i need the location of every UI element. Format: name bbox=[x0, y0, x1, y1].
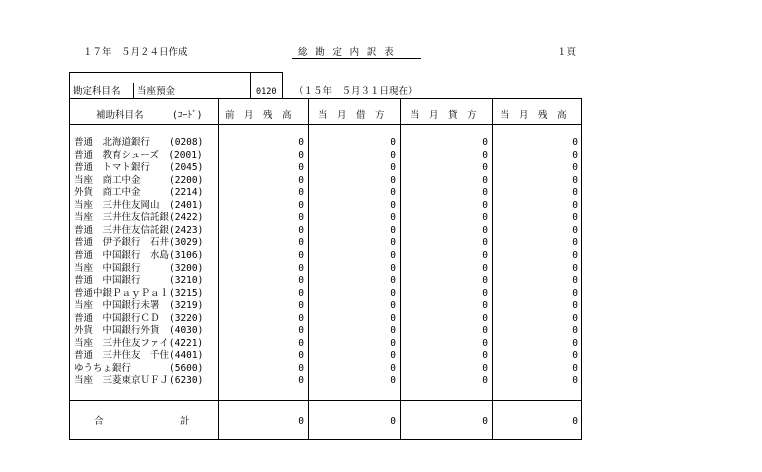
row-prev-value: 0 bbox=[298, 338, 304, 349]
row-prev-value: 0 bbox=[298, 237, 304, 248]
row-credit-value: 0 bbox=[482, 137, 488, 148]
col-divider-2 bbox=[308, 98, 309, 440]
row-label: 当座 中国銀行 (3200) bbox=[74, 263, 204, 274]
row-debit-value: 0 bbox=[390, 350, 396, 361]
row-balance-value: 0 bbox=[572, 275, 578, 286]
row-prev-value: 0 bbox=[298, 288, 304, 299]
row-label: 普通 北海道銀行 (0208) bbox=[74, 137, 204, 148]
row-credit-value: 0 bbox=[482, 162, 488, 173]
row-debit-value: 0 bbox=[390, 288, 396, 299]
total-label-left: 合 bbox=[94, 416, 104, 427]
row-label: 外貨 商工中金 (2214) bbox=[74, 187, 204, 198]
page-number: １頁 bbox=[557, 47, 577, 58]
row-debit-value: 0 bbox=[390, 162, 396, 173]
row-prev-value: 0 bbox=[298, 375, 304, 386]
row-credit-value: 0 bbox=[482, 363, 488, 374]
row-balance-value: 0 bbox=[572, 375, 578, 386]
row-label: 当座 三井住友ファイ(4221) bbox=[74, 338, 204, 349]
row-label: ゆうちょ銀行 (5600) bbox=[74, 363, 204, 374]
row-balance-value: 0 bbox=[572, 162, 578, 173]
row-balance-value: 0 bbox=[572, 200, 578, 211]
row-credit-value: 0 bbox=[482, 225, 488, 236]
row-debit-value: 0 bbox=[390, 338, 396, 349]
row-debit-value: 0 bbox=[390, 225, 396, 236]
row-prev-value: 0 bbox=[298, 250, 304, 261]
row-label: 普通 教育シューズ (2001) bbox=[74, 150, 203, 161]
row-debit-value: 0 bbox=[390, 150, 396, 161]
row-label: 当座 中国銀行未署 (3219) bbox=[74, 300, 204, 311]
col-header-balance: 当 月 残 高 bbox=[500, 110, 567, 121]
row-prev-value: 0 bbox=[298, 325, 304, 336]
row-label: 当座 三井住友岡山 (2401) bbox=[74, 200, 204, 211]
row-debit-value: 0 bbox=[390, 263, 396, 274]
row-balance-value: 0 bbox=[572, 212, 578, 223]
row-balance-value: 0 bbox=[572, 300, 578, 311]
row-balance-value: 0 bbox=[572, 263, 578, 274]
row-prev-value: 0 bbox=[298, 175, 304, 186]
col-divider-3 bbox=[400, 98, 401, 440]
row-credit-value: 0 bbox=[482, 175, 488, 186]
row-balance-value: 0 bbox=[572, 313, 578, 324]
row-label: 普通 三井住友 千住(4401) bbox=[74, 350, 204, 361]
row-credit-value: 0 bbox=[482, 375, 488, 386]
row-prev-value: 0 bbox=[298, 162, 304, 173]
row-debit-value: 0 bbox=[390, 175, 396, 186]
row-credit-value: 0 bbox=[482, 250, 488, 261]
row-balance-value: 0 bbox=[572, 187, 578, 198]
row-credit-value: 0 bbox=[482, 275, 488, 286]
row-credit-value: 0 bbox=[482, 150, 488, 161]
account-code: 0120 bbox=[256, 87, 277, 97]
row-prev-value: 0 bbox=[298, 212, 304, 223]
col-header-credit: 当 月 貸 方 bbox=[410, 110, 477, 121]
row-label: 普通 中国銀行 (3210) bbox=[74, 275, 204, 286]
row-debit-value: 0 bbox=[390, 275, 396, 286]
row-debit-value: 0 bbox=[390, 300, 396, 311]
row-label: 普通中銀ＰａｙＰａｌ(3215) bbox=[74, 288, 204, 299]
account-label: 勘定科目名 bbox=[73, 86, 121, 97]
col-header-debit: 当 月 借 方 bbox=[318, 110, 385, 121]
row-balance-value: 0 bbox=[572, 363, 578, 374]
row-credit-value: 0 bbox=[482, 300, 488, 311]
row-prev-value: 0 bbox=[298, 313, 304, 324]
row-prev-value: 0 bbox=[298, 150, 304, 161]
title-underline bbox=[292, 58, 421, 59]
row-prev-value: 0 bbox=[298, 350, 304, 361]
row-debit-value: 0 bbox=[390, 137, 396, 148]
row-credit-value: 0 bbox=[482, 263, 488, 274]
row-debit-value: 0 bbox=[390, 212, 396, 223]
col-divider-1 bbox=[218, 98, 219, 440]
header-separator bbox=[69, 124, 582, 125]
row-prev-value: 0 bbox=[298, 263, 304, 274]
row-credit-value: 0 bbox=[482, 325, 488, 336]
row-prev-value: 0 bbox=[298, 300, 304, 311]
row-balance-value: 0 bbox=[572, 137, 578, 148]
row-label: 当座 三井住友信託銀(2422) bbox=[74, 212, 204, 223]
row-balance-value: 0 bbox=[572, 350, 578, 361]
row-balance-value: 0 bbox=[572, 237, 578, 248]
row-debit-value: 0 bbox=[390, 325, 396, 336]
row-label: 普通 三井住友信託銀(2423) bbox=[74, 225, 204, 236]
total-label-right: 計 bbox=[180, 416, 190, 427]
row-balance-value: 0 bbox=[572, 225, 578, 236]
row-credit-value: 0 bbox=[482, 200, 488, 211]
row-credit-value: 0 bbox=[482, 288, 488, 299]
row-balance-value: 0 bbox=[572, 150, 578, 161]
row-label: 当座 商工中金 (2200) bbox=[74, 175, 204, 186]
row-debit-value: 0 bbox=[390, 187, 396, 198]
row-debit-value: 0 bbox=[390, 237, 396, 248]
row-credit-value: 0 bbox=[482, 187, 488, 198]
row-prev-value: 0 bbox=[298, 187, 304, 198]
date-created: １７年 ５月２４日作成 bbox=[83, 47, 188, 58]
total-prev: 0 bbox=[298, 416, 304, 427]
account-box-divider bbox=[133, 83, 134, 99]
row-prev-value: 0 bbox=[298, 275, 304, 286]
col-header-prev-balance: 前 月 残 高 bbox=[225, 110, 292, 121]
row-balance-value: 0 bbox=[572, 325, 578, 336]
total-debit: 0 bbox=[390, 416, 396, 427]
row-label: 普通 中国銀行 水島(3106) bbox=[74, 250, 204, 261]
row-label: 普通 トマト銀行 (2045) bbox=[74, 162, 204, 173]
total-credit: 0 bbox=[482, 416, 488, 427]
row-credit-value: 0 bbox=[482, 350, 488, 361]
col-divider-4 bbox=[492, 98, 493, 440]
row-label: 外貨 中国銀行外貨 (4030) bbox=[74, 325, 204, 336]
row-debit-value: 0 bbox=[390, 250, 396, 261]
row-balance-value: 0 bbox=[572, 338, 578, 349]
row-prev-value: 0 bbox=[298, 200, 304, 211]
row-debit-value: 0 bbox=[390, 375, 396, 386]
row-credit-value: 0 bbox=[482, 237, 488, 248]
row-prev-value: 0 bbox=[298, 225, 304, 236]
total-separator bbox=[69, 400, 582, 401]
row-debit-value: 0 bbox=[390, 363, 396, 374]
row-debit-value: 0 bbox=[390, 313, 396, 324]
account-name: 当座預金 bbox=[137, 86, 176, 97]
row-balance-value: 0 bbox=[572, 288, 578, 299]
row-prev-value: 0 bbox=[298, 363, 304, 374]
total-balance: 0 bbox=[572, 416, 578, 427]
row-credit-value: 0 bbox=[482, 338, 488, 349]
row-debit-value: 0 bbox=[390, 200, 396, 211]
row-label: 当座 三菱東京ＵＦＪ(6230) bbox=[74, 375, 204, 386]
row-balance-value: 0 bbox=[572, 250, 578, 261]
row-prev-value: 0 bbox=[298, 137, 304, 148]
page-title: 総 勘 定 内 訳 表 bbox=[298, 47, 395, 58]
row-credit-value: 0 bbox=[482, 212, 488, 223]
row-balance-value: 0 bbox=[572, 175, 578, 186]
row-label: 普通 中国銀行ＣＤ (3220) bbox=[74, 313, 204, 324]
row-label: 普通 伊予銀行 石井(3029) bbox=[74, 237, 204, 248]
col-header-sub-account: 補助科目名 (ｺｰﾄﾞ) bbox=[96, 110, 203, 121]
as-of-date: （１５年 ５月３１日現在） bbox=[294, 86, 418, 97]
row-credit-value: 0 bbox=[482, 313, 488, 324]
